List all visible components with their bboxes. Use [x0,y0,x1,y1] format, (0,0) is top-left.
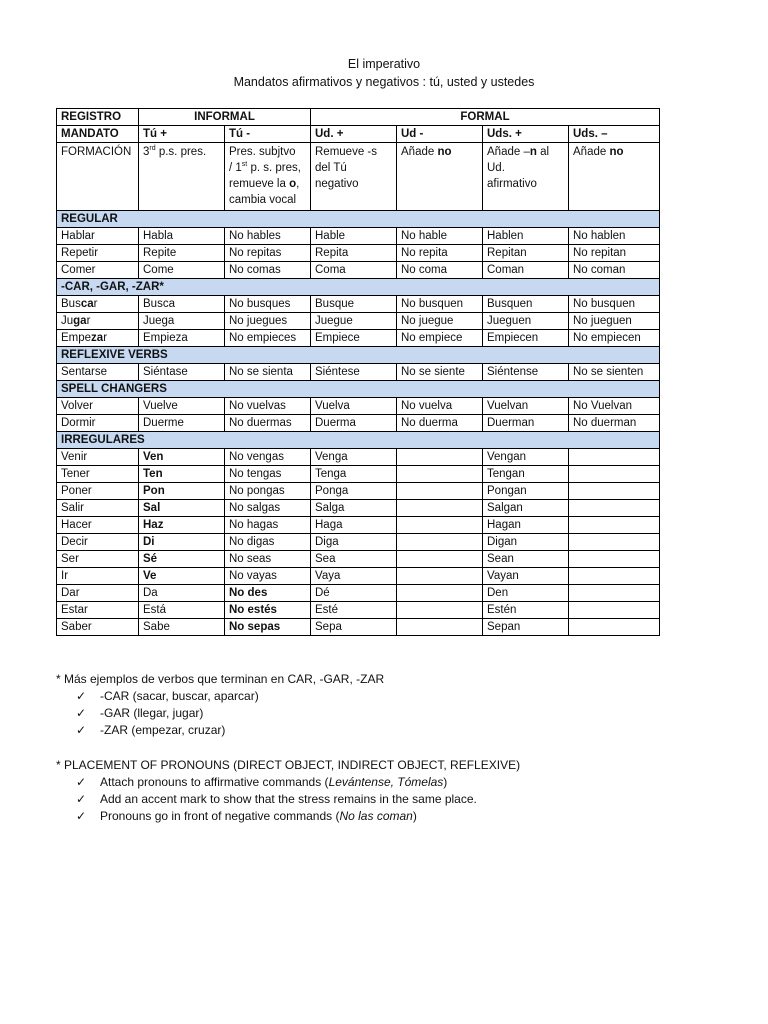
cell-uds-negative: No busquen [569,296,660,313]
table-row [57,296,660,313]
cell-tu-affirmative: Ten [139,466,225,483]
header-ud-affirmative: Ud. + [311,126,397,143]
cell-verb: Sentarse [57,364,139,381]
header-uds-affirmative: Uds. + [483,126,569,143]
cell-ud-affirmative: Empiece [311,330,397,347]
cell-ud-negative [397,500,483,517]
cell-uds-affirmative: Sean [483,551,569,568]
section-header-row [57,347,660,364]
cell-verb: Venir [57,449,139,466]
cell-ud-negative [397,517,483,534]
cell-uds-affirmative: Tengan [483,466,569,483]
cell-ud-affirmative: Repita [311,245,397,262]
cell-tu-negative: No seas [225,551,311,568]
cell-uds-negative [569,500,660,517]
cell-tu-negative: No comas [225,262,311,279]
cell-uds-negative [569,602,660,619]
cell-ud-affirmative: Ponga [311,483,397,500]
notes-list [56,774,520,825]
cell-uds-negative: No coman [569,262,660,279]
table-row [57,449,660,466]
cell-tu-affirmative: Sal [139,500,225,517]
cell-uds-negative [569,449,660,466]
cell-uds-negative: No jueguen [569,313,660,330]
cell-ud-affirmative: Dé [311,585,397,602]
table-row [57,262,660,279]
cell-ud-negative: No duerma [397,415,483,432]
cell-ud-affirmative: Salga [311,500,397,517]
cell-uds-affirmative: Empiecen [483,330,569,347]
cell-tu-affirmative: Sé [139,551,225,568]
list-item: ✓ Add an accent mark to show that the stress remains in the same place. [76,792,477,806]
cell-uds-negative [569,534,660,551]
cell-verb: Estar [57,602,139,619]
cell-uds-negative [569,619,660,636]
cell-tu-affirmative: Da [139,585,225,602]
list-item: ✓ -GAR (llegar, jugar) [76,706,204,720]
cell-uds-affirmative: Vuelvan [483,398,569,415]
cell-verb: Volver [57,398,139,415]
header-mandato: MANDATO [57,126,139,143]
cell-verb: Poner [57,483,139,500]
list-item: ✓ -CAR (sacar, buscar, aparcar) [76,689,259,703]
table-row [57,398,660,415]
cell-tu-negative: No vuelvas [225,398,311,415]
formacion-tu-affirmative: 3rd p.s. pres. [139,143,225,211]
checkmark-icon: ✓ [76,775,87,789]
table-row [57,602,660,619]
cell-tu-affirmative: Ven [139,449,225,466]
cell-uds-negative [569,585,660,602]
cell-ud-negative: No coma [397,262,483,279]
notes-list [56,688,384,739]
cell-ud-negative [397,483,483,500]
cell-ud-affirmative: Sea [311,551,397,568]
header-uds-negative: Uds. – [569,126,660,143]
cell-tu-affirmative: Di [139,534,225,551]
cell-tu-negative: No hagas [225,517,311,534]
cell-tu-negative: No empieces [225,330,311,347]
formacion-uds-negative: Añade no [569,143,660,211]
table-row [57,585,660,602]
cell-uds-negative: No duerman [569,415,660,432]
cell-tu-negative: No tengas [225,466,311,483]
list-item: ✓ Attach pronouns to affirmative commands (Levántense, Tómelas) [76,775,448,789]
cell-uds-affirmative: Vengan [483,449,569,466]
cell-ud-negative: No juegue [397,313,483,330]
cell-uds-negative [569,466,660,483]
cell-ud-negative [397,602,483,619]
cell-ud-affirmative: Vuelva [311,398,397,415]
notes-heading: * PLACEMENT OF PRONOUNS (DIRECT OBJECT, INDIRECT OBJECT, REFLEXIVE) [56,758,521,772]
cell-verb: Saber [57,619,139,636]
list-item: ✓ -ZAR (empezar, cruzar) [76,723,226,737]
formacion-uds-affirmative: Añade –n al Ud. afirmativo [483,143,569,211]
cell-ud-negative [397,534,483,551]
cell-uds-negative [569,551,660,568]
cell-tu-affirmative: Haz [139,517,225,534]
cell-tu-affirmative: Pon [139,483,225,500]
cell-tu-affirmative: Sabe [139,619,225,636]
cell-tu-negative: No digas [225,534,311,551]
cell-tu-negative: No hables [225,228,311,245]
cell-verb: Jugar [57,313,139,330]
formacion-ud-negative: Añade no [397,143,483,211]
cell-ud-affirmative: Juegue [311,313,397,330]
cell-uds-affirmative: Coman [483,262,569,279]
section-header-row [57,211,660,228]
cell-uds-affirmative: Salgan [483,500,569,517]
cell-tu-negative: No sepas [225,619,311,636]
table-row [57,517,660,534]
cell-ud-affirmative: Duerma [311,415,397,432]
cell-uds-affirmative: Duerman [483,415,569,432]
cell-ud-affirmative: Coma [311,262,397,279]
cell-tu-negative: No estés [225,602,311,619]
cell-verb: Hablar [57,228,139,245]
cell-verb: Repetir [57,245,139,262]
cell-uds-affirmative: Hablen [483,228,569,245]
cell-uds-negative [569,483,660,500]
cell-uds-affirmative: Siéntense [483,364,569,381]
cell-tu-affirmative: Habla [139,228,225,245]
cell-tu-affirmative: Ve [139,568,225,585]
car-gar-zar-notes [56,671,384,739]
cell-uds-affirmative: Digan [483,534,569,551]
cell-uds-affirmative: Jueguen [483,313,569,330]
table-row [57,483,660,500]
formacion-row [57,143,660,211]
section-header-row [57,432,660,449]
cell-tu-affirmative: Empieza [139,330,225,347]
cell-ud-affirmative: Siéntese [311,364,397,381]
cell-ud-affirmative: Sepa [311,619,397,636]
checkmark-icon: ✓ [76,792,87,806]
section-header-row [57,381,660,398]
cell-ud-negative: No empiece [397,330,483,347]
cell-ud-negative [397,585,483,602]
cell-verb: Decir [57,534,139,551]
formacion-tu-negative: Pres. subjtvo / 1st p. s. pres, remueve la o, cambia vocal [225,143,311,211]
cell-verb: Ir [57,568,139,585]
cell-tu-negative: No des [225,585,311,602]
table-row [57,551,660,568]
table-row [57,619,660,636]
cell-tu-negative: No vayas [225,568,311,585]
pronoun-placement-notes [56,757,520,825]
cell-uds-negative [569,517,660,534]
section-label: -CAR, -GAR, -ZAR* [57,279,660,296]
cell-ud-negative: No busquen [397,296,483,313]
header-registro: REGISTRO [57,109,139,126]
cell-tu-affirmative: Duerme [139,415,225,432]
header-row-register [57,109,660,126]
cell-tu-negative: No duermas [225,415,311,432]
cell-ud-affirmative: Diga [311,534,397,551]
cell-uds-affirmative: Pongan [483,483,569,500]
section-label: SPELL CHANGERS [57,381,660,398]
cell-uds-affirmative: Repitan [483,245,569,262]
cell-tu-negative: No salgas [225,500,311,517]
cell-uds-negative: No empiecen [569,330,660,347]
cell-tu-affirmative: Juega [139,313,225,330]
cell-ud-negative: No se siente [397,364,483,381]
table-row [57,313,660,330]
cell-tu-negative: No pongas [225,483,311,500]
cell-uds-negative: No se sienten [569,364,660,381]
checkmark-icon: ✓ [76,706,87,720]
table-row [57,415,660,432]
cell-ud-negative [397,568,483,585]
cell-verb: Buscar [57,296,139,313]
cell-uds-affirmative: Sepan [483,619,569,636]
cell-ud-negative [397,619,483,636]
header-ud-negative: Ud - [397,126,483,143]
cell-uds-negative: No repitan [569,245,660,262]
notes-heading: * Más ejemplos de verbos que terminan en CAR, -GAR, -ZAR [56,672,385,686]
cell-tu-negative: No busques [225,296,311,313]
cell-ud-negative [397,551,483,568]
header-informal: INFORMAL [139,109,311,126]
cell-ud-negative [397,466,483,483]
cell-ud-negative [397,449,483,466]
cell-verb: Hacer [57,517,139,534]
table-row [57,568,660,585]
cell-tu-affirmative: Busca [139,296,225,313]
cell-tu-affirmative: Siéntase [139,364,225,381]
cell-tu-negative: No vengas [225,449,311,466]
cell-ud-affirmative: Vaya [311,568,397,585]
cell-ud-negative: No hable [397,228,483,245]
cell-tu-affirmative: Está [139,602,225,619]
section-label: REFLEXIVE VERBS [57,347,660,364]
cell-ud-negative: No repita [397,245,483,262]
cell-ud-affirmative: Tenga [311,466,397,483]
header-tu-negative: Tú - [225,126,311,143]
table-row [57,330,660,347]
header-row-mandato [57,126,660,143]
cell-verb: Salir [57,500,139,517]
formacion-ud-affirmative: Remueve -s del Tú negativo [311,143,397,211]
table-row [57,466,660,483]
cell-tu-negative: No juegues [225,313,311,330]
cell-verb: Dormir [57,415,139,432]
table-row [57,245,660,262]
table-row [57,500,660,517]
imperative-table [56,108,660,636]
cell-ud-affirmative: Hable [311,228,397,245]
cell-verb: Comer [57,262,139,279]
cell-ud-affirmative: Busque [311,296,397,313]
cell-uds-negative: No Vuelvan [569,398,660,415]
cell-verb: Dar [57,585,139,602]
document-subtitle: Mandatos afirmativos y negativos : tú, usted y ustedes [233,75,535,89]
cell-verb: Empezar [57,330,139,347]
cell-tu-affirmative: Repite [139,245,225,262]
formacion-label: FORMACIÓN [57,143,139,211]
cell-uds-affirmative: Estén [483,602,569,619]
cell-uds-affirmative: Hagan [483,517,569,534]
cell-uds-negative [569,568,660,585]
cell-verb: Ser [57,551,139,568]
table-row [57,364,660,381]
cell-tu-negative: No se sienta [225,364,311,381]
table-row [57,228,660,245]
header-formal: FORMAL [311,109,660,126]
checkmark-icon: ✓ [76,689,87,703]
document-title: El imperativo [347,57,421,71]
cell-uds-affirmative: Den [483,585,569,602]
header-tu-affirmative: Tú + [139,126,225,143]
cell-ud-negative: No vuelva [397,398,483,415]
cell-tu-negative: No repitas [225,245,311,262]
cell-ud-affirmative: Haga [311,517,397,534]
cell-uds-affirmative: Busquen [483,296,569,313]
list-item: ✓ Pronouns go in front of negative commands (No las coman) [76,809,417,823]
section-header-row [57,279,660,296]
checkmark-icon: ✓ [76,809,87,823]
cell-ud-affirmative: Venga [311,449,397,466]
cell-verb: Tener [57,466,139,483]
table-row [57,534,660,551]
cell-tu-affirmative: Come [139,262,225,279]
section-label: IRREGULARES [57,432,660,449]
cell-uds-affirmative: Vayan [483,568,569,585]
section-label: REGULAR [57,211,660,228]
checkmark-icon: ✓ [76,723,87,737]
cell-uds-negative: No hablen [569,228,660,245]
cell-tu-affirmative: Vuelve [139,398,225,415]
cell-ud-affirmative: Esté [311,602,397,619]
